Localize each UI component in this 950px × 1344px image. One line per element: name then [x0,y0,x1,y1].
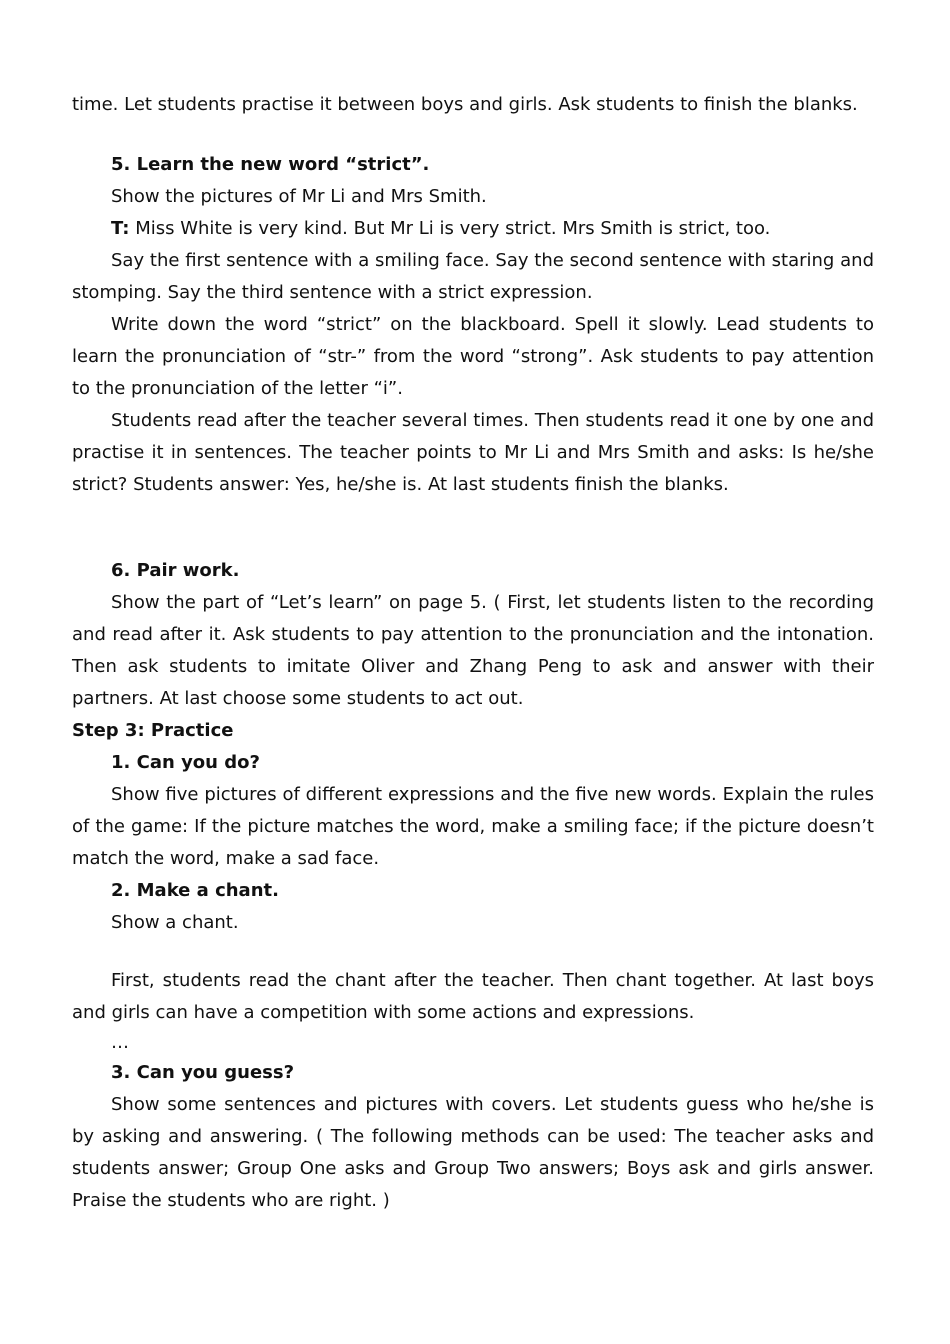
heading-step-3: Step 3: Practice [72,720,234,741]
paragraph-chant-together: First, students read the chant after the teacher. Then chant together. At last boys and girls can have a competition with some actions and expressions. [72,970,874,1023]
heading-can-you-do: 1. Can you do? [111,752,260,773]
top-margin [72,0,874,89]
paragraph-pair-work: Show the part of “Let’s learn” on page 5. ( First, let students listen to the recording and read after it. Ask students to pay attention to the pronunciation and the intonation. Then ask students to imitate Oliver and Zhang Peng to ask and answer with their partners. At last choose some students to act out. [72,592,874,709]
paragraph-teacher-line [72,213,874,245]
paragraph-continued: time. Let students practise it between boys and girls. Ask students to finish the blanks. [72,94,858,115]
paragraph-show-chant: Show a chant. [111,912,239,933]
ellipsis: … [111,1032,129,1053]
heading-learn-strict: 5. Learn the new word “strict”. [111,154,430,175]
teacher-line-text: Miss White is very kind. But Mr Li is very strict. Mrs Smith is strict, too. [129,218,771,239]
paragraph-can-you-do: Show five pictures of different expressions and the five new words. Explain the rules of the game: If the picture matches the word, make a smiling face; if the picture doesn’t match the word, make a sad face. [72,784,874,869]
paragraph-say-sentences: Say the first sentence with a smiling face. Say the second sentence with staring and stomping. Say the third sentence with a strict expression. [72,250,874,303]
paragraph-show-pictures: Show the pictures of Mr Li and Mrs Smith. [111,186,487,207]
heading-make-chant: 2. Make a chant. [111,880,279,901]
paragraph-can-you-guess: Show some sentences and pictures with covers. Let students guess who he/she is by asking and answering. ( The following methods can be used: The teacher asks and students answer; Group One asks and Group Two answers; Boys ask and girls answer. Praise the students who are right. ) [72,1094,874,1211]
teacher-label: T: [111,218,130,239]
paragraph-read-after: Students read after the teacher several times. Then students read it one by one and practise it in sentences. The teacher points to Mr Li and Mrs Smith and asks: Is he/she strict? Students answer: Yes, he/she is. At last students finish the blanks. [72,410,874,495]
paragraph-write-word: Write down the word “strict” on the blackboard. Spell it slowly. Lead students to learn the pronunciation of “str-” from the word “strong”. Ask students to pay attention to the pronunciation of the letter “i”. [72,314,874,399]
heading-pair-work: 6. Pair work. [111,560,240,581]
heading-can-you-guess: 3. Can you guess? [111,1062,295,1083]
